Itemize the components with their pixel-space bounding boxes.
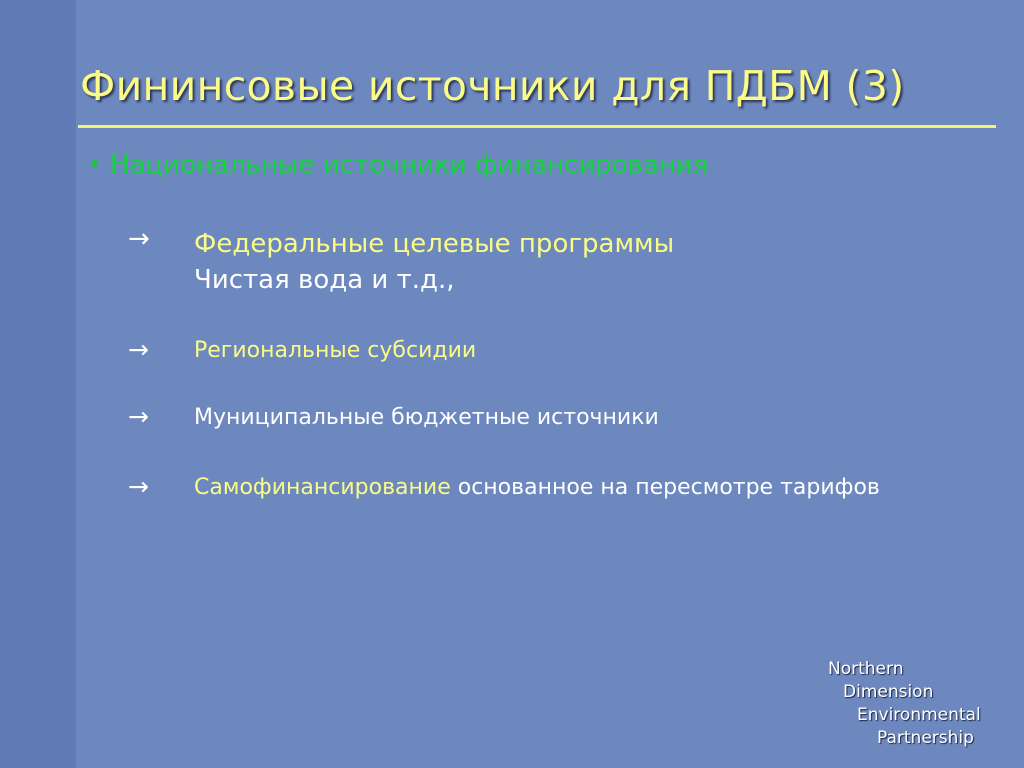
list-item-municipal-text: Муниципальные бюджетные источники [194,405,659,430]
self-financing-rest: основанное на пересмотре тарифов [450,475,880,500]
logo-line-environmental: Environmental [857,705,981,725]
arrow-right-icon: → [128,224,150,254]
logo-line-dimension: Dimension [843,682,934,702]
title-underline [78,125,996,128]
main-bullet-text: Национальные источники финансирования [110,150,709,180]
list-item-regional-text: Региональные субсидии [194,338,477,363]
bullet-dot-icon [91,160,98,167]
list-item-self-financing-text [194,475,880,500]
logo-line-northern: Northern [828,659,904,679]
arrow-right-icon: → [128,472,149,501]
arrow-right-icon: → [128,402,149,431]
self-financing-highlight: Самофинансирование [194,475,451,500]
slide-title: Фининсовые источники для ПДБМ (3) [80,62,905,110]
list-item-federal-text: Федеральные целевые программы [194,229,675,259]
arrow-right-icon: → [128,335,149,364]
partnership-logo [828,658,981,750]
left-decorative-band [0,0,76,768]
main-bullet [91,150,708,180]
logo-line-partnership: Partnership [877,728,974,748]
list-item-federal-subtext: Чистая вода и т.д., [194,265,455,295]
